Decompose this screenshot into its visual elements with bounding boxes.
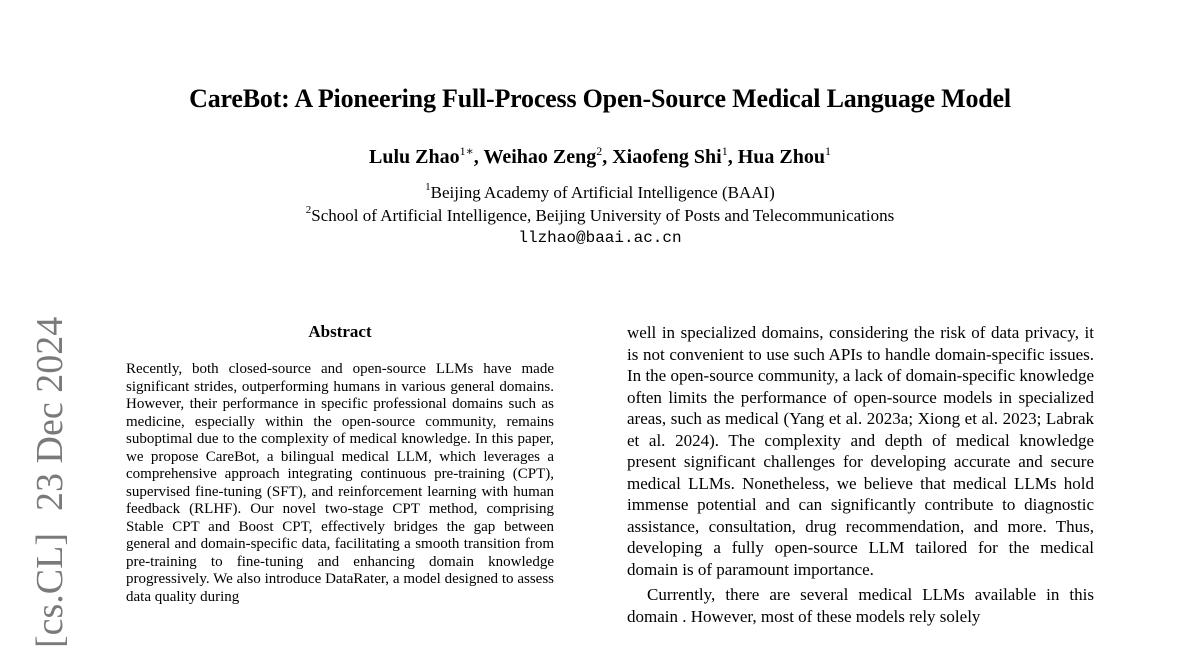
abstract-text xyxy=(126,361,554,606)
abstract-heading: Abstract xyxy=(308,322,372,341)
paper-title: CareBot: A Pioneering Full-Process Open-Source Medical Language Model xyxy=(189,84,1011,113)
abstract-paragraph: Recently, both closed-source and open-source LLMs have made significant strides, outperforming humans in various general domains. However, their performance in specific professional domains such as medicine, especially within the open-source community, remains suboptimal due to the complexity of medical knowledge. In this paper, we propose CareBot, a bilingual medical LLM, which leverages a comprehensive approach integrating continuous pre-training (CPT), supervised fine-tuning (SFT), and reinforcement learning with human feedback (RLHF). Our novel two-stage CPT method, comprising Stable CPT and Boost CPT, effectively bridges the gap between general and domain-specific data, facilitating a smooth transition from pre-training to fine-tuning and enhancing domain knowledge progressively. We also introduce DataRater, a model designed to assess data quality during xyxy=(126,361,554,605)
author: Lulu Zhao$^{1∗}$, xyxy=(369,144,484,168)
arxiv-stamp xyxy=(28,295,72,648)
body-column xyxy=(627,322,1094,627)
author-email[interactable]: llzhao@baai.ac.cn xyxy=(518,229,682,247)
body-paragraph: well in specialized domains, considering the risk of data privacy, it is not convenient to use such APIs to handle domain-specific issues. In the open-source community, a lack of domain-specific knowledge often limits the performance of open-source models in specialized areas, such as medical (Yang et al. 2023a; Xiong et al. 2023; Labrak et al. 2024). The complexity and depth of medical knowledge present significant challenges for developing accurate and secure medical LLMs. Nonetheless, we believe that medical LLMs hold immense potential and can significantly contribute to diagnostic assistance, consultation, drug recommendation, and more. Thus, developing a fully open-source LLM tailored for the medical domain is of paramount importance. xyxy=(627,323,1094,579)
arxiv-category: [cs.CL] xyxy=(29,532,71,648)
author: Weihao Zeng$^2$, xyxy=(483,144,613,168)
affiliation: $^1$Beijing Academy of Artificial Intelligence (BAAI) xyxy=(425,181,775,202)
affiliation: $^2$School of Artificial Intelligence, Beijing University of Posts and Telecommunications xyxy=(305,204,895,225)
author: Hua Zhou$^1$ xyxy=(737,144,831,168)
arxiv-date: 23 Dec 2024 xyxy=(29,316,71,511)
author: Xiaofeng Shi$^1$, xyxy=(612,144,738,168)
author-list xyxy=(0,146,1200,169)
body-paragraph: Currently, there are several medical LLMs available in this domain . However, most of these models rely solely xyxy=(627,585,1094,626)
